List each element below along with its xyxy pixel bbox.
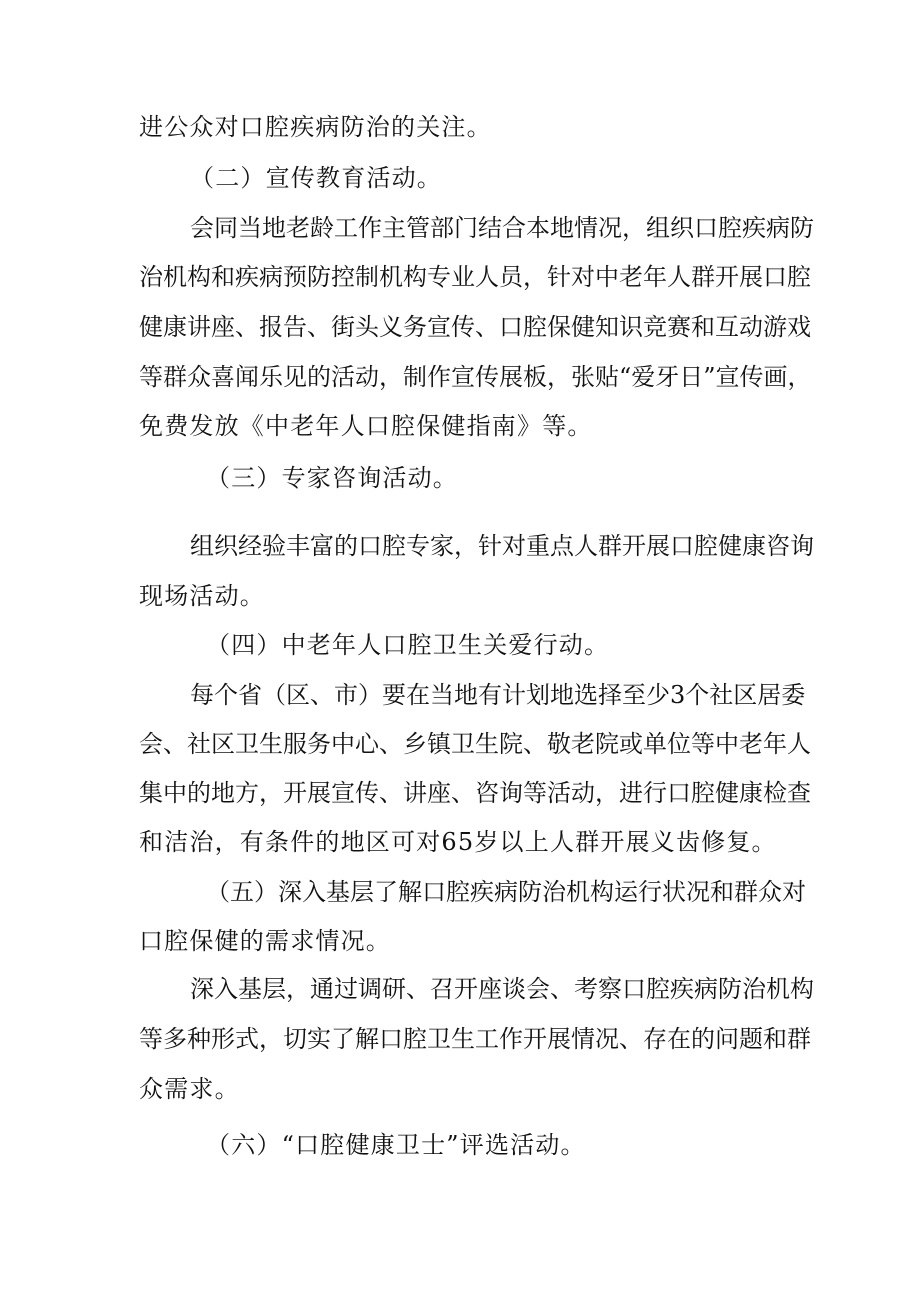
- section-heading: [0, 877, 920, 907]
- text-line-content: 众需求。: [139, 1075, 240, 1103]
- text-line: [0, 1074, 920, 1104]
- text-line-content: 等群众喜闻乐见的活动，制作宣传展板，张贴“爱牙日”宣传画，: [139, 363, 812, 391]
- text-line: [0, 312, 920, 342]
- text-line: [0, 729, 920, 759]
- section-heading-text: （六）“口腔健康卫士”评选活动。: [206, 1131, 586, 1159]
- text-line-content: 每个省（区、市）要在当地有计划地选择至少3个社区居委: [190, 681, 806, 709]
- text-line: [0, 362, 920, 392]
- text-line: [0, 926, 920, 956]
- text-line-content: 现场活动。: [139, 582, 265, 610]
- section-heading: [0, 463, 920, 493]
- text-line: [0, 974, 920, 1004]
- text-line-content: 会同当地老龄工作主管部门结合本地情况，组织口腔疾病防: [190, 214, 814, 242]
- text-line: [0, 1024, 920, 1054]
- text-line-content: 组织经验丰富的口腔专家，针对重点人群开展口腔健康咨询: [190, 532, 814, 560]
- section-heading: [0, 1130, 920, 1160]
- text-line-content: 治机构和疾病预防控制机构专业人员，针对中老年人群开展口腔: [139, 263, 811, 291]
- text-line-content: 深入基层，通过调研、召开座谈会、考察口腔疾病防治机构: [190, 975, 814, 1003]
- text-line: [0, 778, 920, 808]
- text-line-content: 免费发放《中老年人口腔保健指南》等。: [139, 412, 593, 440]
- text-line-content: 和洁治，有条件的地区可对65岁以上人群开展义齿修复。: [139, 828, 777, 856]
- section-heading-text: （五）深入基层了解口腔疾病防治机构运行状况和群众对: [206, 878, 806, 906]
- text-line: [0, 581, 920, 611]
- text-line-content: 会、社区卫生服务中心、乡镇卫生院、敬老院或单位等中老年人: [139, 730, 811, 758]
- text-line: [0, 262, 920, 292]
- section-heading-text: （三）专家咨询活动。: [206, 464, 458, 492]
- text-line-content: 进公众对口腔疾病防治的关注。: [139, 113, 492, 141]
- text-line-content: 集中的地方，开展宣传、讲座、咨询等活动，进行口腔健康检查: [139, 779, 811, 807]
- text-line: [0, 112, 920, 142]
- section-heading-text: （四）中老年人口腔卫生关爱行动。: [206, 631, 610, 659]
- text-line: [0, 411, 920, 441]
- text-line: [0, 680, 920, 710]
- text-line: [0, 531, 920, 561]
- text-line-content: 口腔保健的需求情况。: [139, 927, 391, 955]
- text-line-content: 健康讲座、报告、街头义务宣传、口腔保健知识竞赛和互动游戏: [139, 313, 811, 341]
- text-line: [0, 827, 920, 857]
- section-heading-text: （二）宣传教育活动。: [190, 164, 442, 192]
- section-heading: [0, 630, 920, 660]
- section-heading: [0, 163, 920, 193]
- text-line: [0, 213, 920, 243]
- text-line-content: 等多种形式，切实了解口腔卫生工作开展情况、存在的问题和群: [139, 1025, 811, 1053]
